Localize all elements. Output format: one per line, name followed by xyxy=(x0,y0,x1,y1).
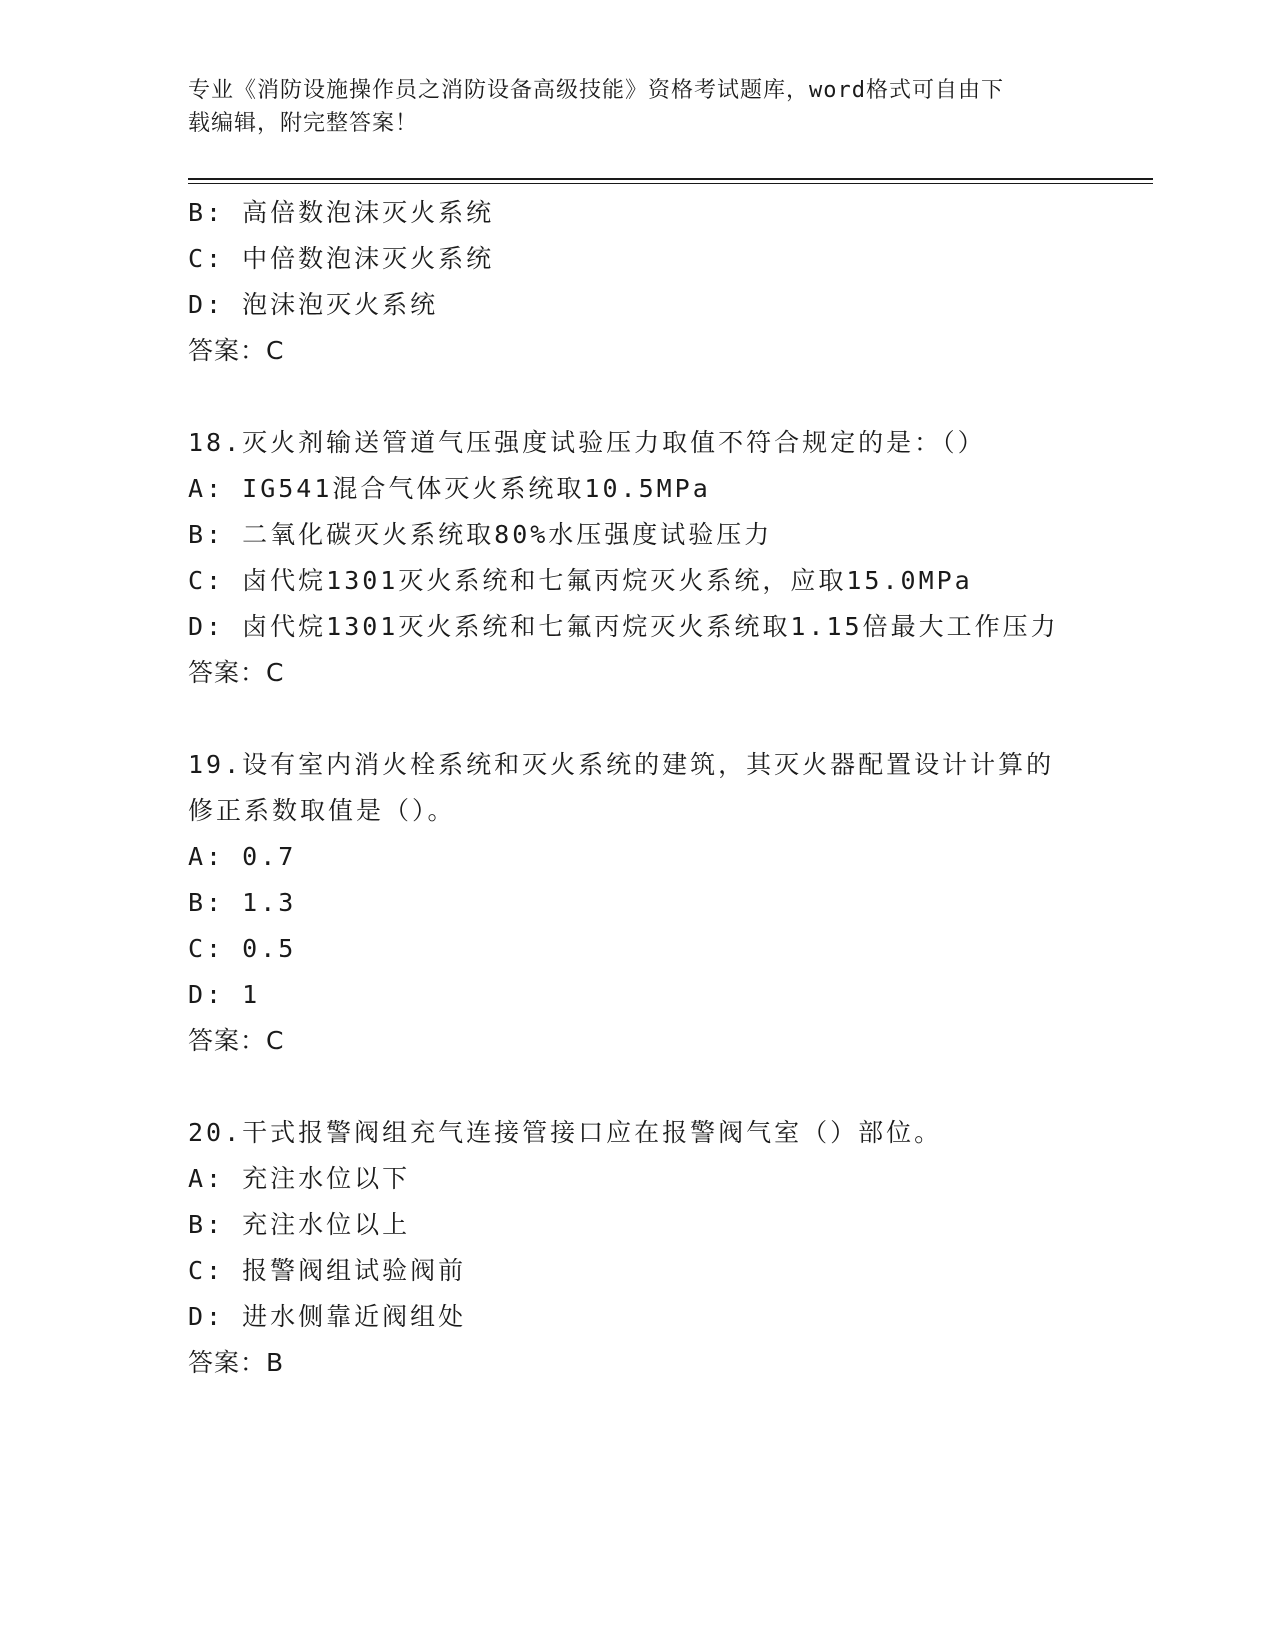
document-header xyxy=(188,74,1088,140)
option-c: C: 0.5 xyxy=(188,934,297,963)
question-text-line-2: 修正系数取值是（）。 xyxy=(188,796,456,825)
option-a: A: 0.7 xyxy=(188,842,297,871)
option-d: D: 1 xyxy=(188,980,261,1009)
option-b: B: 1.3 xyxy=(188,888,297,917)
spacer xyxy=(188,696,1088,742)
question-20-block xyxy=(188,1110,1088,1386)
option-d: D: 进水侧靠近阀组处 xyxy=(188,1302,467,1331)
spacer xyxy=(188,1064,1088,1110)
question-text: 18.灭火剂输送管道气压强度试验压力取值不符合规定的是：（） xyxy=(188,428,986,457)
answer-line: 答案：C xyxy=(188,1026,285,1055)
spacer xyxy=(188,374,1088,420)
option-a: A: IG541混合气体灭火系统取10.5MPa xyxy=(188,474,711,503)
option-b: B: 充注水位以上 xyxy=(188,1210,411,1239)
option-d: D: 泡沫泡灭火系统 xyxy=(188,290,439,319)
question-text-line-1: 19.设有室内消火栓系统和灭火系统的建筑，其灭火器配置设计计算的 xyxy=(188,750,1055,779)
answer-line: 答案：B xyxy=(188,1348,285,1377)
option-b: B: 二氧化碳灭火系统取80%水压强度试验压力 xyxy=(188,520,773,549)
header-line-2: 载编辑，附完整答案！ xyxy=(188,111,419,136)
header-divider-thick xyxy=(188,178,1153,180)
question-17-block xyxy=(188,190,1088,374)
answer-line: 答案：C xyxy=(188,336,285,365)
option-d: D: 卤代烷1301灭火系统和七氟丙烷灭火系统取1.15倍最大工作压力 xyxy=(188,612,1059,641)
header-divider-thin xyxy=(188,183,1153,184)
option-c: C: 卤代烷1301灭火系统和七氟丙烷灭火系统，应取15.0MPa xyxy=(188,566,973,595)
option-a: A: 充注水位以下 xyxy=(188,1164,411,1193)
option-c: C: 报警阀组试验阀前 xyxy=(188,1256,467,1285)
answer-line: 答案：C xyxy=(188,658,285,687)
question-list xyxy=(188,190,1088,1386)
header-line-1: 专业《消防设施操作员之消防设备高级技能》资格考试题库，word格式可自由下 xyxy=(188,78,1004,103)
question-19-block xyxy=(188,742,1088,1064)
option-c: C: 中倍数泡沫灭火系统 xyxy=(188,244,495,273)
question-18-block xyxy=(188,420,1088,696)
question-text: 20.干式报警阀组充气连接管接口应在报警阀气室（）部位。 xyxy=(188,1118,943,1147)
option-b: B: 高倍数泡沫灭火系统 xyxy=(188,198,495,227)
